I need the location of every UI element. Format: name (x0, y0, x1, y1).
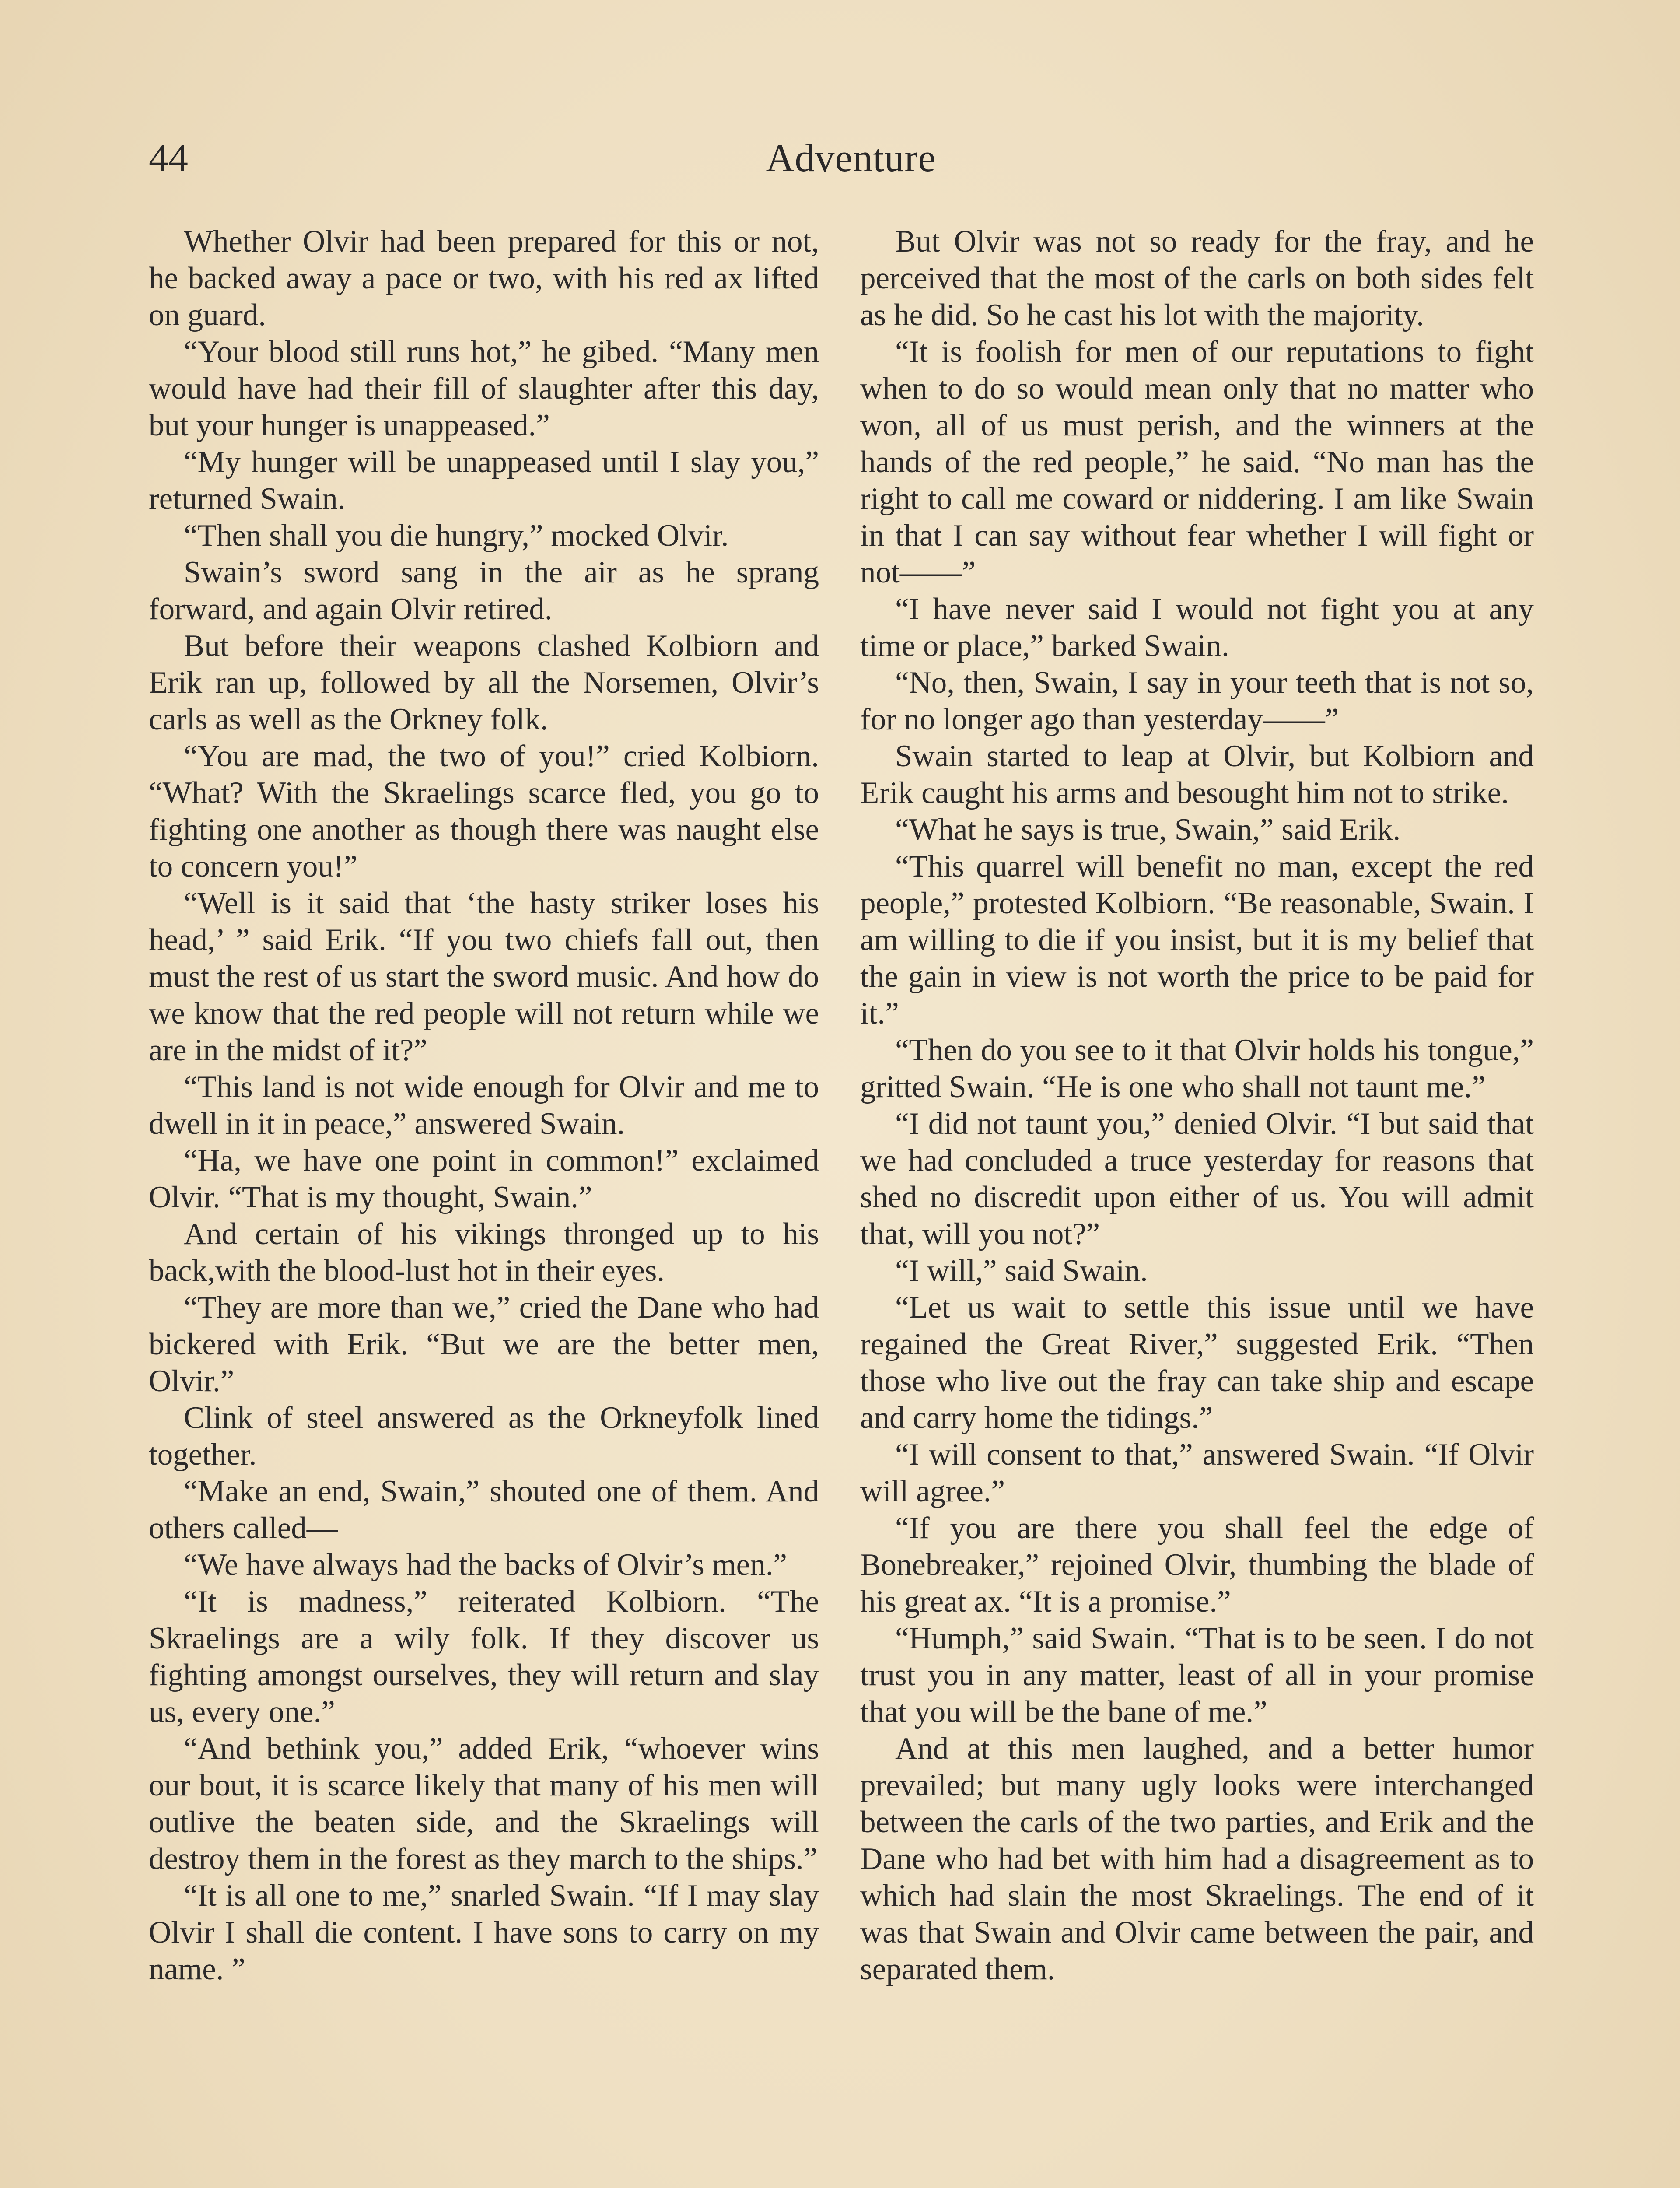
paragraph: “This quarrel will benefit no man, except the red people,” protested Kolbiorn. “Be reasonable, Swain. I am willing to die if you insist, but it is my belief that the gain in view is not worth the price to be paid for it.” (860, 849, 1534, 1031)
paragraph: Swain started to leap at Olvir, but Kolbiorn and Erik caught his arms and besought him not to strike. (860, 739, 1534, 810)
paragraph: “It is foolish for men of our reputations to fight when to do so would mean only that no matter who won, all of us must perish, and the winners at the hands of the red people,” he said. “No man has the right to call me coward or niddering. I am like Swain in that I can say without fear whether I will fight or not——” (860, 335, 1534, 589)
paragraph: “Let us wait to settle this issue until we have regained the Great River,” suggested Erik. “Then those who live out the fray can take ship and escape and carry home the tidings.” (860, 1290, 1534, 1435)
page-header (149, 128, 1553, 189)
page-number: 44 (149, 137, 188, 180)
paragraph: Clink of steel answered as the Orkneyfolk lined together. (149, 1401, 819, 1472)
paragraph: But before their weapons clashed Kolbiorn and Erik ran up, followed by all the Norsemen, Olvir’s carls as well as the Orkney folk. (149, 629, 819, 736)
paragraph: “You are mad, the two of you!” cried Kolbiorn. “What? With the Skraelings scarce fled, you go to fighting one another as though there was naught else to concern you!” (149, 739, 819, 884)
paragraph: “I will,” said Swain. (895, 1254, 1148, 1288)
paragraph: “This land is not wide enough for Olvir and me to dwell in it in peace,” answered Swain. (149, 1070, 819, 1141)
magazine-title: Adventure (766, 137, 936, 180)
paragraph: “It is all one to me,” snarled Swain. “If I may slay Olvir I shall die content. I have sons to carry on my name. ” (149, 1879, 819, 1986)
paragraph: “I have never said I would not fight you at any time or place,” barked Swain. (860, 592, 1534, 663)
paragraph: “I will consent to that,” answered Swain. “If Olvir will agree.” (860, 1438, 1534, 1508)
paragraph: “They are more than we,” cried the Dane who had bickered with Erik. “But we are the better men, Olvir.” (149, 1290, 819, 1398)
paragraph: “It is madness,” reiterated Kolbiorn. “The Skraelings are a wily folk. If they discover us fighting amongst ourselves, they will return and slay us, every one.” (149, 1585, 819, 1729)
right-column (860, 223, 1534, 1988)
paragraph: “Your blood still runs hot,” he gibed. “Many men would have had their fill of slaughter after this day, but your hunger is unappeased.” (149, 335, 819, 442)
paragraph: “Then shall you die hungry,” mocked Olvir. (184, 519, 729, 553)
left-column (149, 223, 819, 1988)
paragraph: Whether Olvir had been prepared for this or not, he backed away a pace or two, with his red ax lifted on guard. (149, 224, 819, 332)
paragraph: “Well is it said that ‘the hasty striker loses his head,’ ” said Erik. “If you two chiefs fall out, then must the rest of us start the sword music. And how do we know that the red people will not return while we are in the midst of it?” (149, 886, 819, 1067)
paragraph: Swain’s sword sang in the air as he sprang forward, and again Olvir retired. (149, 555, 819, 626)
paragraph: “No, then, Swain, I say in your teeth that is not so, for no longer ago than yesterday——” (860, 666, 1534, 736)
paragraph: “Humph,” said Swain. “That is to be seen. I do not trust you in any matter, least of all in your promise that you will be the bane of me.” (860, 1621, 1534, 1729)
paragraph: “Make an end, Swain,” shouted one of them. And others called— (149, 1474, 819, 1545)
paragraph: “What he says is true, Swain,” said Erik. (895, 813, 1401, 847)
paragraph: “If you are there you shall feel the edge of Bonebreaker,” rejoined Olvir, thumbing the blade of his great ax. “It is a promise.” (860, 1511, 1534, 1619)
paragraph: And certain of his vikings thronged up to his back,with the blood-lust hot in their eyes. (149, 1217, 819, 1288)
paragraph: And at this men laughed, and a better humor prevailed; but many ugly looks were interchanged between the carls of the two parties, and Erik and the Dane who had bet with him had a disagreement as to which had slain the most Skraelings. The end of it was that Swain and Olvir came between the pair, and separated them. (860, 1732, 1534, 1986)
paragraph: “Ha, we have one point in common!” exclaimed Olvir. “That is my thought, Swain.” (149, 1143, 819, 1214)
paragraph: “We have always had the backs of Olvir’s men.” (184, 1548, 787, 1582)
paragraph: “Then do you see to it that Olvir holds his tongue,” gritted Swain. “He is one who shall not taunt me.” (860, 1033, 1534, 1104)
paragraph: “My hunger will be unappeased until I slay you,” returned Swain. (149, 445, 819, 516)
paragraph: “I did not taunt you,” denied Olvir. “I but said that we had concluded a truce yesterday for reasons that shed no discredit upon either of us. You will admit that, will you not?” (860, 1107, 1534, 1251)
paragraph: “And bethink you,” added Erik, “whoever wins our bout, it is scarce likely that many of his men will outlive the beaten side, and the Skraelings will destroy them in the forest as they march to the ships.” (149, 1732, 819, 1876)
paragraph: But Olvir was not so ready for the fray, and he perceived that the most of the carls on both sides felt as he did. So he cast his lot with the majority. (860, 224, 1534, 332)
